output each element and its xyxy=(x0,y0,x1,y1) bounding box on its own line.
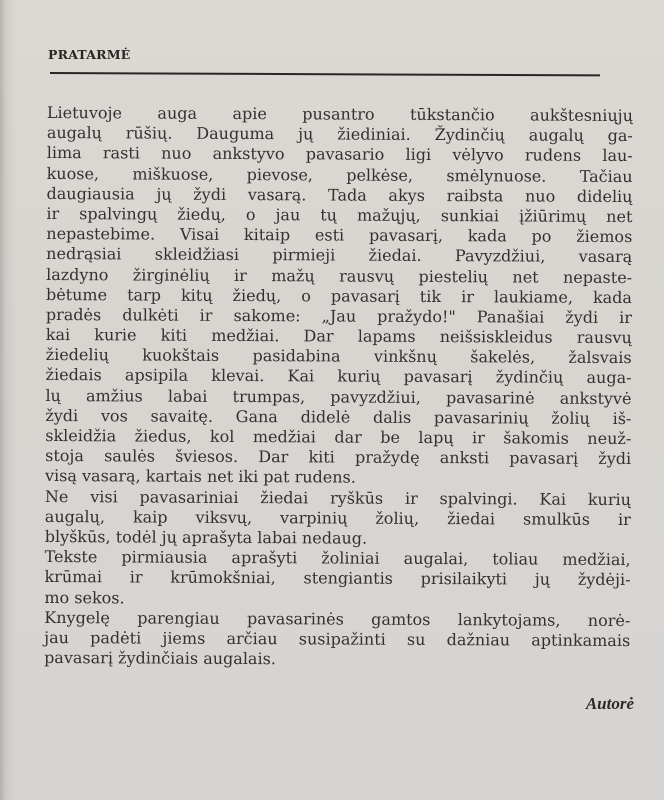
text-line: Tekste pirmiausia aprašyti žoliniai augalai, toliau medžiai, xyxy=(44,547,631,570)
text-line: žydi vos savaitę. Gana didelė dalis pavasarinių žolių iš- xyxy=(45,405,632,428)
author-signature: Autorė xyxy=(585,694,634,713)
text-line: lazdyno žirginėlių ir mažų rausvų piestelių net nepaste- xyxy=(46,264,633,287)
heading-rule xyxy=(50,72,600,76)
text-line: pavasarį žydinčiais augalais. xyxy=(44,648,276,669)
text-line: kuose, miškuose, pievose, pelkėse, smėlynuose. Tačiau xyxy=(46,163,633,186)
text-line: augalų rūšių. Dauguma jų žiediniai. Žydinčių augalų ga- xyxy=(46,123,633,146)
text-line: ir spalvingų žiedų, o jau tų mažųjų, sunkiai įžiūrimų net xyxy=(46,203,633,227)
text-line: jau padėti jiems arčiau susipažinti su dažniau aptinkamais xyxy=(44,627,631,650)
text-line: mo sekos. xyxy=(44,587,125,607)
text-line: stoja saulės šviesos. Dar kiti pražydę anksti pavasarį žydi xyxy=(45,446,632,469)
text-line: Ne visi pavasariniai žiedai ryškūs ir spalvingi. Kai kurių xyxy=(44,486,631,509)
text-line: skleidžia žiedus, kol medžiai dar be lapų ir šakomis neuž- xyxy=(45,425,632,449)
text-line: nedrąsiai skleidžiasi pirmieji žiedai. Pavyzdžiui, vasarą xyxy=(46,244,633,267)
text-line: bėtume tarp kitų žiedų, o pavasarį tik ir laukiame, kada xyxy=(45,284,633,307)
text-line: blyškūs, todėl jų aprašyta labai nedaug. xyxy=(44,526,368,548)
text-line: žiedelių kuokštais pasidabina vinkšnų šakelės, žalsvais xyxy=(45,345,632,368)
text-line: lų amžius labai trumpas, pavyzdžiui, pavasarinė ankstyvė xyxy=(45,385,632,408)
text-line: daugiausia jų žydi vasarą. Tada akys raibsta nuo didelių xyxy=(46,183,633,206)
text-line: kai kurie kiti medžiai. Dar lapams neišsiskleidus rausvų xyxy=(45,325,632,348)
text-line: lima rasti nuo ankstyvo pavasario ligi vėlyvo rudens lau- xyxy=(46,143,633,166)
text-line: žiedais apsipila klevai. Kai kurių pavasarį žydinčių auga- xyxy=(45,365,632,388)
body-text xyxy=(44,103,633,671)
text-line: visą vasarą, kartais net iki pat rudens. xyxy=(44,466,356,487)
text-line: Knygelę parengiau pavasarinės gamtos lankytojams, norė- xyxy=(44,607,631,630)
text-line: Lietuvoje auga apie pusantro tūkstančio aukštesniųjų xyxy=(46,103,633,126)
text-line: nepastebime. Visai kitaip esti pavasarį, kada po žiemos xyxy=(46,224,633,247)
text-line: krūmai ir krūmokšniai, stengiantis prisilaikyti jų žydėji- xyxy=(44,567,631,590)
text-line: augalų, kaip viksvų, varpinių žolių, žiedai smulkūs ir xyxy=(44,506,631,529)
page-heading: PRATARMĖ xyxy=(48,47,131,62)
text-line: pradės dulkėti ir sakome: „Jau pražydo!" Panašiai žydi ir xyxy=(45,304,632,327)
